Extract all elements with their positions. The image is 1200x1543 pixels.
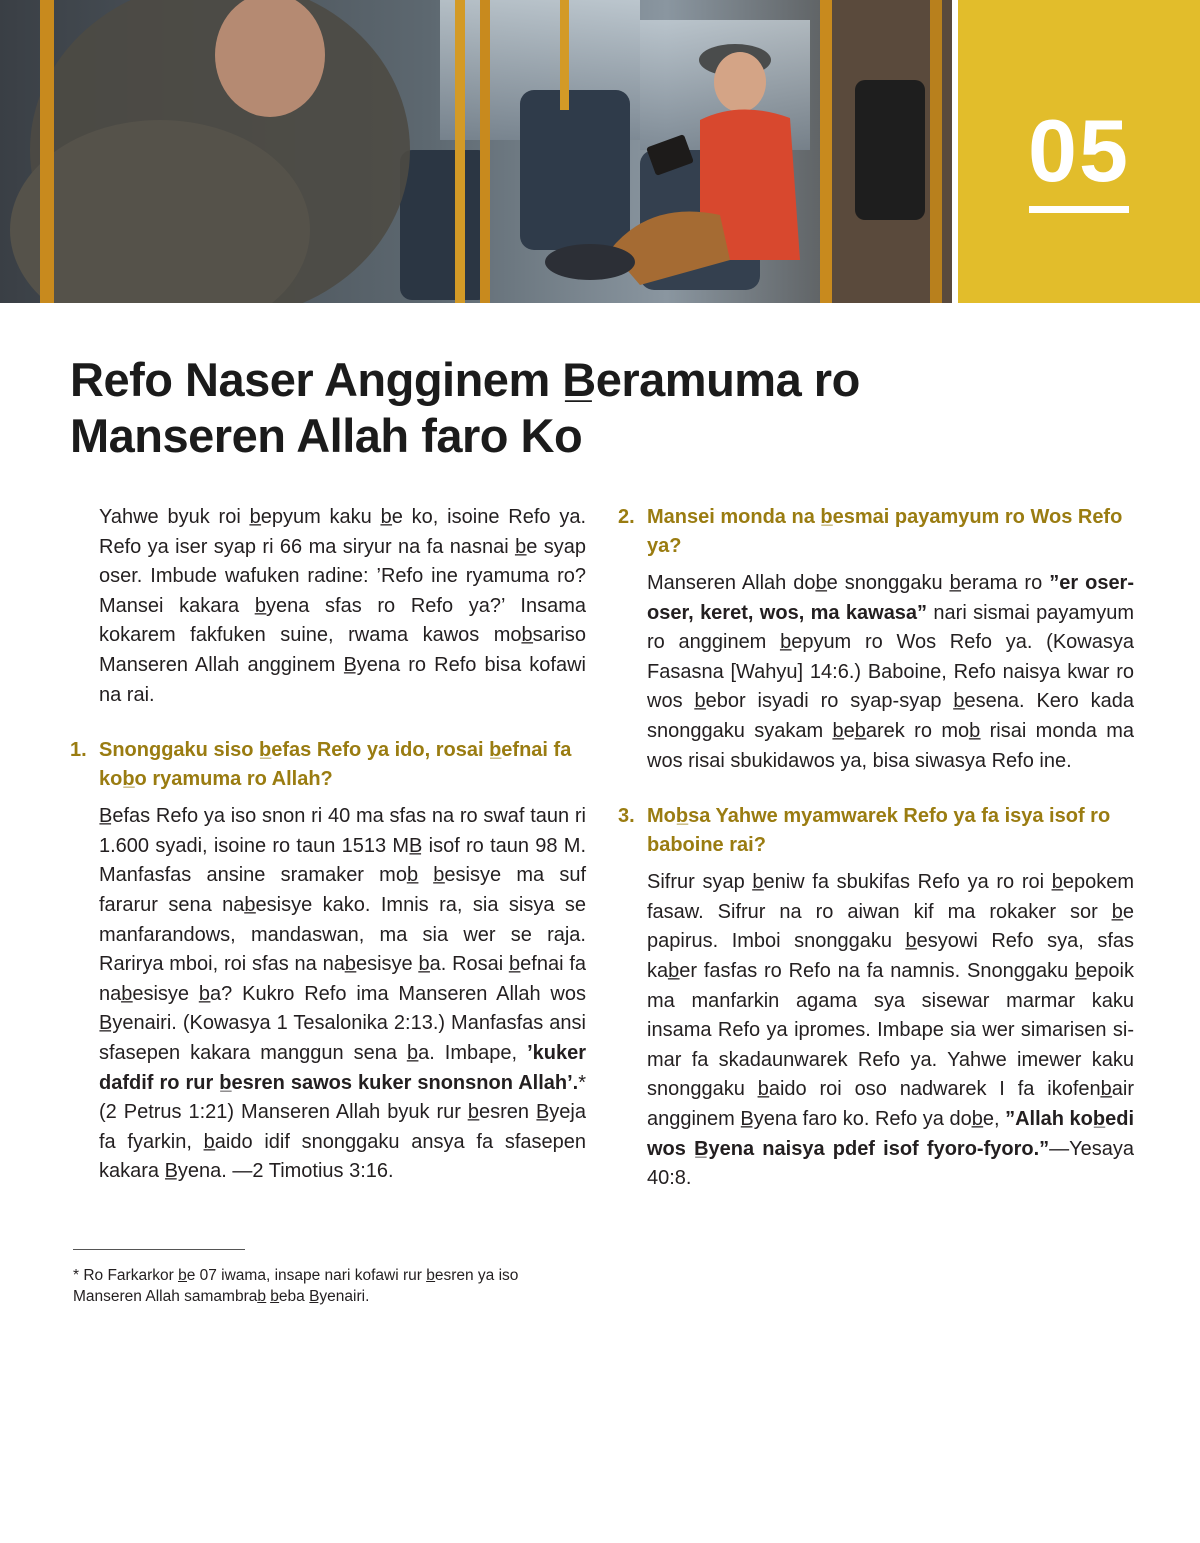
answer-text: Sifrur syap b̲eniw fa sbukifas Refo ya ro roi b̲epokem fasaw. Sifrur na ro aiwan kif ma rokaker sor b̲e papirus. Imboi snonggaku b̲esyowi Refo sya, sfas kab̲er fasfas ro Refo na fa namnis. Snonggaku b̲epoik ma manfarkin agama sya sisewar marmar kaku insama Refo ya ipromes. Imbape sia wer simarisen simar fa skadaunwarek Refo ya. Yahwe imewer kaku snonggaku b̲aido roi oso nadwarek I fa ikofenb̲air angginem B̲yena faro ko. Refo ya dob̲e, (647, 871, 1134, 1130)
question-2-heading (618, 503, 1134, 561)
answer-bold-quote: ”Allah kob̲edi wos B̲yena naisya pdef isof fyoro-fyoro.” (647, 1107, 1134, 1160)
question-text: Mob̲sa Yahwe myamwarek Refo ya fa isya isof ro baboine rai? (647, 805, 1111, 857)
answer-bold-quote: ’kuker dafdif ro rur b̲esren sawos kuker snonsnon Allah’. (99, 1041, 586, 1094)
question-1-heading (70, 736, 586, 794)
footnote-divider (73, 1249, 245, 1250)
answer-text: B̲efas Refo ya iso snon ri 40 ma sfas na ro swaf taun ri 1.600 syadi, isoine ro taun 1513 MB̲ isof ro taun 98 M. Manfasfas ansine sramaker mob̲ b̲esisye ma suf fararur sena nab̲esisye kako. Imnis ra, sia sisya se manfarandows, mandaswan, ma sia wer se raja. Rarirya mboi, roi sfas na nab̲esisye b̲a. Rosai b̲efnai fa nab̲esisye b̲a? Kukro Refo ima Manseren Allah wos B̲yenairi. (Kowasya 1 Tesalonika 2:13.) Manfasfas ansi sfasepen kakara manggun sena b̲a. Imbape, (99, 805, 586, 1064)
answer-text: nari sismai payamyum ro angginem b̲epyum ro Wos Refo ya. (Kowasya Fasasna [Wahyu] 14:6.) Baboine, Refo naisya kwar ro wos b̲ebor isyadi ro syap-syap b̲esena. Kero kada snonggaku syakam b̲eb̲arek ro mob̲ risai monda ma wos risai sbukidawos ya, bisa siwasya Refo ine. (647, 601, 1134, 772)
question-text: Mansei monda na b̲esmai payamyum ro Wos Refo ya? (647, 506, 1123, 557)
question-text: Snonggaku siso b̲efas Refo ya ido, rosai b̲efnai fa kob̲o ryamuma ro Allah? (99, 739, 572, 791)
intro-paragraph: Yahwe byuk roi b̲epyum kaku b̲e ko, isoine Refo ya. Refo ya iser syap ri 66 ma siryur na fa nasnai b̲e syap oser. Imbude wafuken radine: ’Refo ine ryamuma ro? Mansei kakara b̲yena sfas ro Refo ya?’ Insama kokarem fakfuken suine, rwama kawos mob̲sariso Manseren Allah angginem B̲yena ro Refo bisa kofawi na rai. (99, 506, 586, 706)
answer-text: Manseren Allah dob̲e snonggaku b̲erama ro (647, 572, 1050, 594)
lesson-number: 05 (1028, 101, 1130, 200)
question-number: 2. (618, 506, 635, 528)
question-number: 1. (70, 739, 87, 762)
question-3-answer (618, 868, 1134, 1194)
answer-bold-quote: ”er oser-oser, keret, wos, ma kawasa” (647, 572, 1135, 624)
question-1-answer (70, 802, 586, 1187)
lesson-number-underline (1029, 206, 1129, 213)
question-number: 3. (618, 805, 635, 828)
answer-text: * (2 Petrus 1:21) Manseren Allah byuk rur b̲esren B̲yeja fa fyarkin, b̲aido idif snonggaku ansya fa sfasepen kakara B̲yena. —2 Timotius 3:16. (99, 1071, 586, 1183)
left-column (70, 503, 586, 1187)
page-title: Refo Naser Angginem B̲eramuma ro Manseren Allah faro Ko (70, 353, 860, 462)
footnote: * Ro Farkarkor b̲e 07 iwama, insape nari kofawi rur b̲esren ya iso Manseren Allah samambrab̲ b̲eba B̲yenairi. (73, 1267, 519, 1305)
bus-interior-illustration (0, 0, 952, 303)
question-3-heading (618, 802, 1134, 860)
answer-text: —Yesaya 40:8. (647, 1137, 1134, 1190)
lesson-number-box (958, 0, 1200, 303)
hero-photo (0, 0, 952, 303)
right-column (618, 503, 1134, 1194)
question-2-answer (618, 569, 1134, 776)
